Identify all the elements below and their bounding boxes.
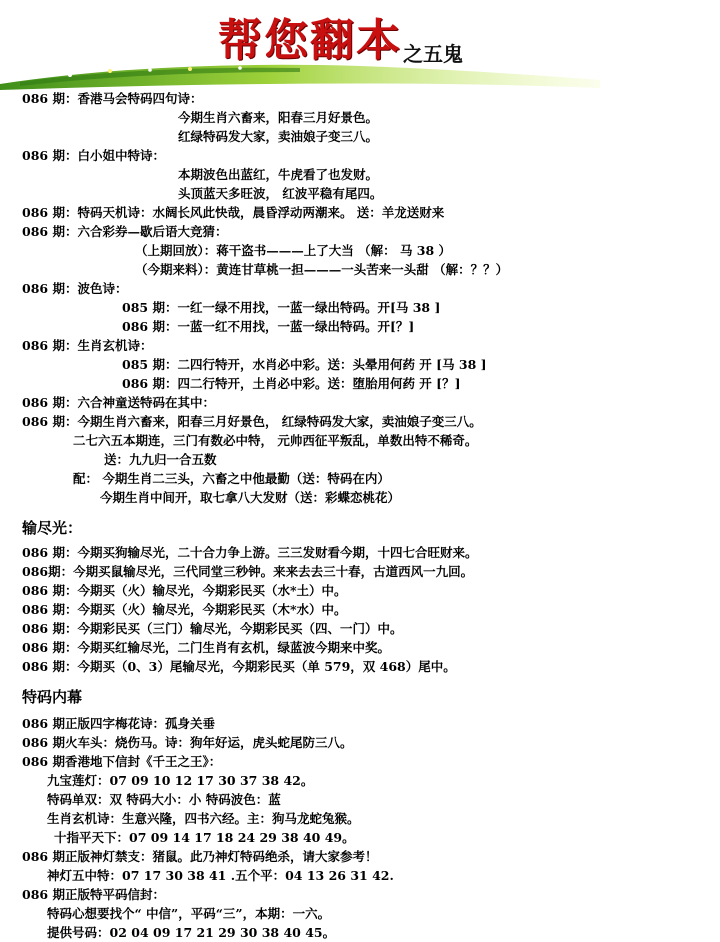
text-line: 086 期：今期买红输尽光，二门生肖有玄机，绿蓝波今期来中奖。 [22, 640, 390, 655]
text-line: 特码心想要找个“ 中信”，平码“三”，本期：一六。 [47, 906, 331, 921]
text-line: 086 期：一蓝一红不用找，一蓝一绿出特码。开[？] [122, 319, 415, 334]
text-line: 配： 今期生肖二三头，六畜之中他最勤（送：特码在内） [73, 471, 390, 486]
text-line: 红绿特码发大家，卖油娘子变三八。 [178, 129, 379, 144]
text-line: 今期生肖中间开，取七拿八大发财（送：彩蝶恋桃花） [100, 490, 401, 505]
section-heading-lose-all: 输尽光： [22, 519, 83, 537]
text-line: 086 期火车头：烧伤马。诗：狗年好运，虎头蛇尾防三八。 [22, 735, 353, 750]
text-line: 神灯五中特：07 17 30 38 41 .五个平：04 13 26 31 42. [47, 868, 394, 883]
text-line: 头顶蓝天多旺波， 红波平稳有尾四。 [178, 186, 383, 201]
text-line: （今期来料）：黄连甘草桃一担———一头苦来一头甜 （解：？？） [135, 262, 509, 277]
text-line: 086 期：香港马会特码四句诗： [22, 91, 203, 106]
text-line: 086 期：今期买（火）输尽光，今期彩民买（木*水）中。 [22, 602, 347, 617]
section-heading-insider: 特码内幕 [22, 688, 83, 706]
text-line: 086 期：今期买（火）输尽光，今期彩民买（水*土）中。 [22, 583, 347, 598]
text-line: 086 期正版四字梅花诗：孤身关垂 [22, 716, 215, 731]
text-line: 本期波色出蓝红，牛虎看了也发财。 [178, 167, 379, 182]
page-header [0, 0, 720, 92]
text-line: 086 期：四二行特开，土肖必中彩。送：堕胎用何药 开 [？] [122, 376, 461, 391]
text-line: 085 期：一红一绿不用找，一蓝一绿出特码。开[马 38 ] [122, 300, 441, 315]
text-line: 086 期：波色诗： [22, 281, 128, 296]
text-line: 086 期：六合彩券—歇后语大竞猜： [22, 224, 228, 239]
text-line: 送：九九归一合五数 [104, 452, 217, 467]
text-line: 生肖玄机诗：生意兴隆，四书六经。主：狗马龙蛇兔猴。 [47, 811, 360, 826]
text-line: 086 期：白小姐中特诗： [22, 148, 165, 163]
text-line: 086 期香港地下信封《千王之王》： [22, 754, 222, 769]
text-line: 特码单双：双 特码大小：小 特码波色：蓝 [47, 792, 281, 807]
text-line: 086 期：今期生肖六畜来，阳春三月好景色， 红绿特码发大家，卖油娘子变三八。 [22, 414, 482, 429]
text-line: 十指平天下：07 09 14 17 18 24 29 38 40 49。 [54, 830, 355, 845]
text-line: 086 期正版特平码信封： [22, 887, 165, 902]
text-line: 086 期：六合神童送特码在其中： [22, 395, 215, 410]
text-line: 086 期：今期买（0、3）尾输尽光，今期彩民买（单 579，双 468）尾中。 [22, 659, 456, 674]
text-line: 086期：今期买鼠输尽光，三代同堂三秒钟。来来去去三十春，古道西风一九回。 [22, 564, 474, 579]
text-line: （上期回放）：蒋干盗书———上了大当 （解： 马 38 ） [135, 243, 452, 258]
text-line: 086 期：特码天机诗：水阔长风此快哉，晨昏浮动两潮来。 送：羊龙送财来 [22, 205, 445, 220]
text-line: 二七六五本期连，三门有数必中特， 元帅西征平叛乱，单数出特不稀奇。 [73, 433, 478, 448]
page-title: 帮您翻本 [218, 15, 402, 66]
text-line: 086 期：生肖玄机诗： [22, 338, 153, 353]
text-line: 今期生肖六畜来，阳春三月好景色。 [178, 110, 379, 125]
text-line: 086 期：今期买狗输尽光，二十合力争上游。三三发财看今期，十四七合旺财来。 [22, 545, 478, 560]
text-line: 086 期正版神灯禁支：猪鼠。此乃神灯特码绝杀，请大家参考！ [22, 849, 378, 864]
text-line: 九宝莲灯：07 09 10 12 17 30 37 38 42。 [47, 773, 314, 788]
page-subtitle: 之五鬼 [403, 42, 463, 66]
text-line: 提供号码：02 04 09 17 21 29 30 38 40 45。 [47, 925, 336, 940]
text-line: 085 期：二四行特开，水肖必中彩。送：头晕用何药 开 [马 38 ] [122, 357, 487, 372]
text-line: 086 期：今期彩民买（三门）输尽光，今期彩民买（四、一门）中。 [22, 621, 403, 636]
